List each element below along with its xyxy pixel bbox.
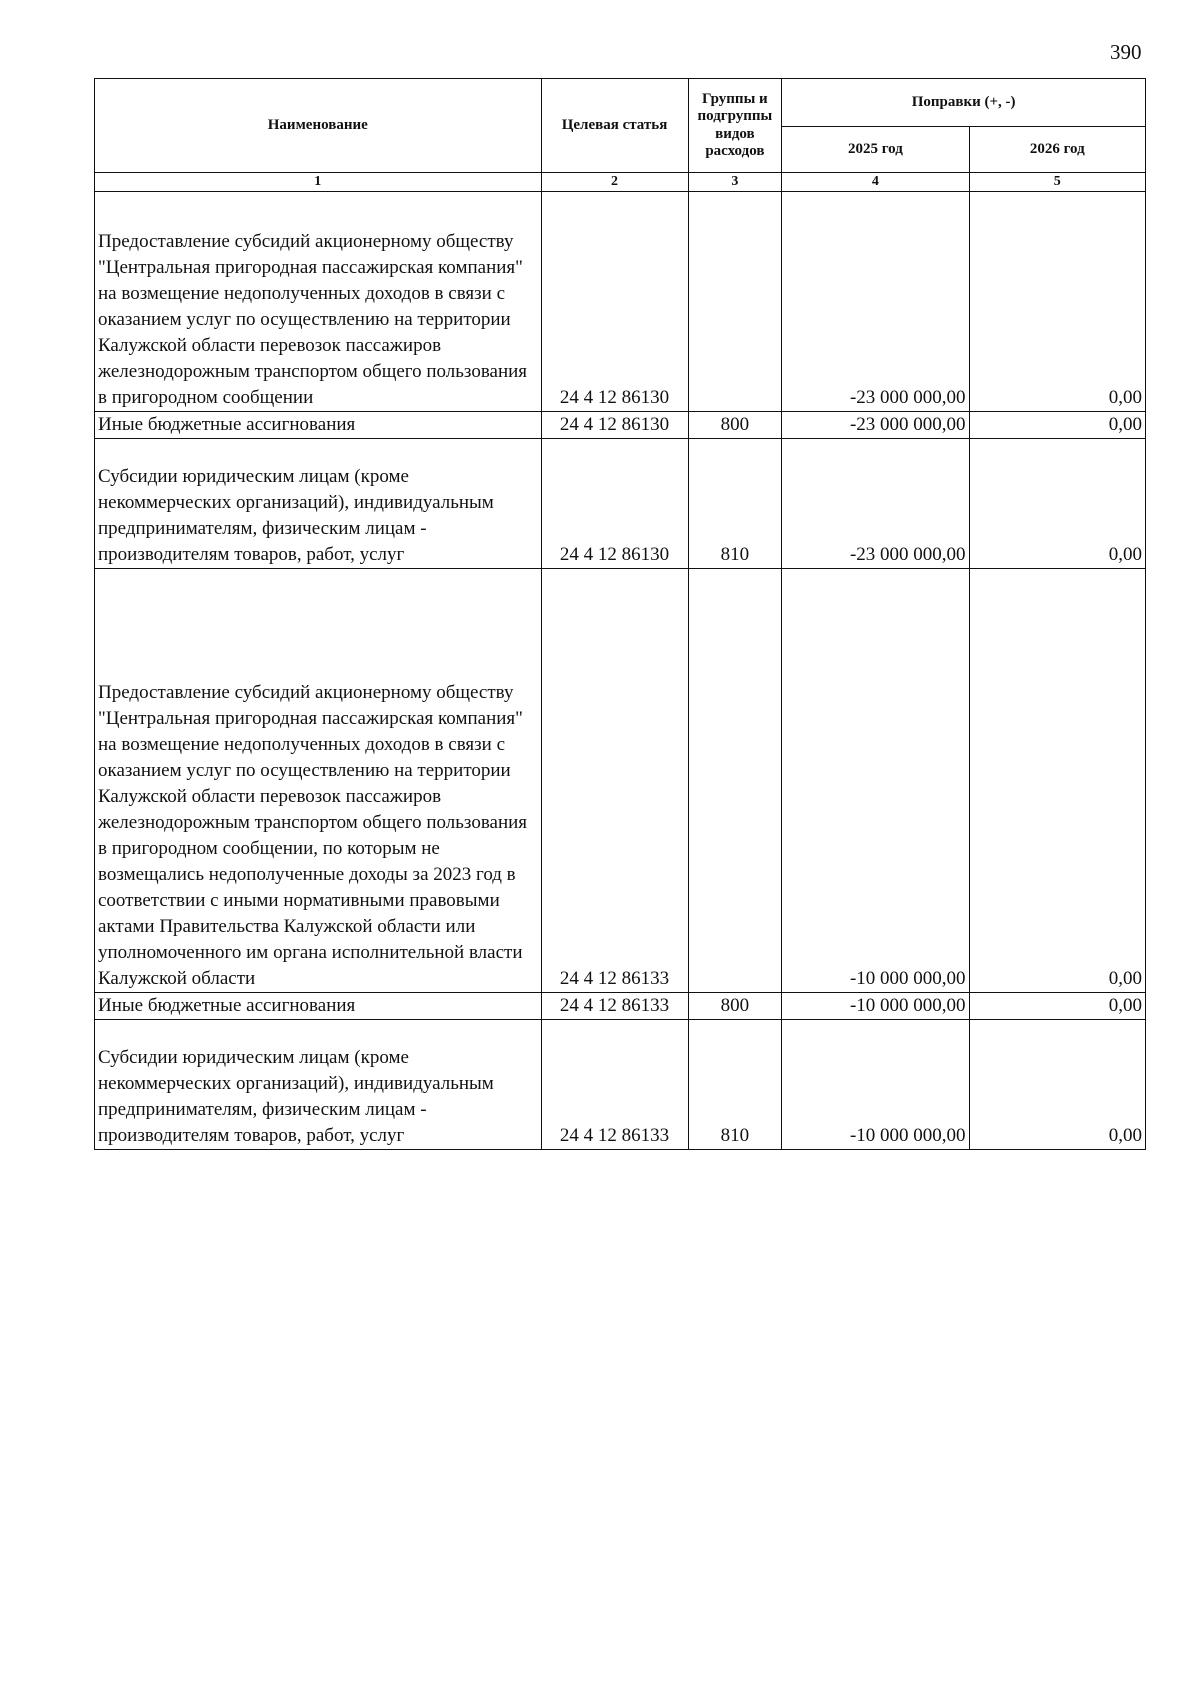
row-name: Субсидии юридическим лицам (кроме некоммерческих организаций), индивидуальным предпринимателям, физическим лицам - производителям товаров, работ, услуг xyxy=(95,1020,542,1150)
row-name: Иные бюджетные ассигнования xyxy=(95,993,542,1020)
column-number: 5 xyxy=(969,173,1145,192)
row-group xyxy=(688,569,782,993)
header-year-2025: 2025 год xyxy=(782,127,969,173)
row-2026-value: 0,00 xyxy=(969,412,1145,439)
page-number: 390 xyxy=(1110,40,1142,64)
row-name: Иные бюджетные ассигнования xyxy=(95,412,542,439)
column-number-row xyxy=(95,173,1146,192)
column-number: 1 xyxy=(95,173,542,192)
header-groups: Группы и подгруппы видов расходов xyxy=(688,79,782,173)
row-group: 800 xyxy=(688,993,782,1020)
row-2026-value: 0,00 xyxy=(969,1020,1145,1150)
row-group: 810 xyxy=(688,1020,782,1150)
row-2025-value: -10 000 000,00 xyxy=(782,1020,969,1150)
row-2025-value: -23 000 000,00 xyxy=(782,192,969,412)
budget-amendments-table xyxy=(94,78,1146,1150)
table-row xyxy=(95,993,1146,1020)
row-name: Субсидии юридическим лицам (кроме некоммерческих организаций), индивидуальным предпринимателям, физическим лицам - производителям товаров, работ, услуг xyxy=(95,439,542,569)
row-target-code: 24 4 12 86133 xyxy=(541,1020,688,1150)
row-target-code: 24 4 12 86130 xyxy=(541,439,688,569)
table-row xyxy=(95,1020,1146,1150)
table-row xyxy=(95,439,1146,569)
row-group: 810 xyxy=(688,439,782,569)
row-2026-value: 0,00 xyxy=(969,993,1145,1020)
row-2026-value: 0,00 xyxy=(969,192,1145,412)
row-2026-value: 0,00 xyxy=(969,569,1145,993)
header-name: Наименование xyxy=(95,79,542,173)
table-row xyxy=(95,412,1146,439)
row-name: Предоставление субсидий акционерному обществу "Центральная пригородная пассажирская компания" на возмещение недополученных доходов в связи с оказанием услуг по осуществлению на территории Калужской области перевозок пассажиров железнодорожным транспортом общего пользования в пригородном сообщении xyxy=(95,192,542,412)
row-2025-value: -10 000 000,00 xyxy=(782,993,969,1020)
table-row xyxy=(95,569,1146,993)
table-row xyxy=(95,192,1146,412)
row-2025-value: -23 000 000,00 xyxy=(782,412,969,439)
header-row xyxy=(95,79,1146,127)
row-2025-value: -10 000 000,00 xyxy=(782,569,969,993)
column-number: 2 xyxy=(541,173,688,192)
row-2025-value: -23 000 000,00 xyxy=(782,439,969,569)
row-target-code: 24 4 12 86130 xyxy=(541,192,688,412)
row-target-code: 24 4 12 86130 xyxy=(541,412,688,439)
header-year-2026: 2026 год xyxy=(969,127,1145,173)
column-number: 3 xyxy=(688,173,782,192)
header-amendments: Поправки (+, -) xyxy=(782,79,1146,127)
column-number: 4 xyxy=(782,173,969,192)
row-target-code: 24 4 12 86133 xyxy=(541,993,688,1020)
header-target: Целевая статья xyxy=(541,79,688,173)
row-group xyxy=(688,192,782,412)
row-name: Предоставление субсидий акционерному обществу "Центральная пригородная пассажирская компания" на возмещение недополученных доходов в связи с оказанием услуг по осуществлению на территории Калужской области перевозок пассажиров железнодорожным транспортом общего пользования в пригородном сообщении, по которым не возмещались недополученные доходы за 2023 год в соответствии с иными нормативными правовыми актами Правительства Калужской области или уполномоченного им органа исполнительной власти Калужской области xyxy=(95,569,542,993)
row-2026-value: 0,00 xyxy=(969,439,1145,569)
row-target-code: 24 4 12 86133 xyxy=(541,569,688,993)
row-group: 800 xyxy=(688,412,782,439)
